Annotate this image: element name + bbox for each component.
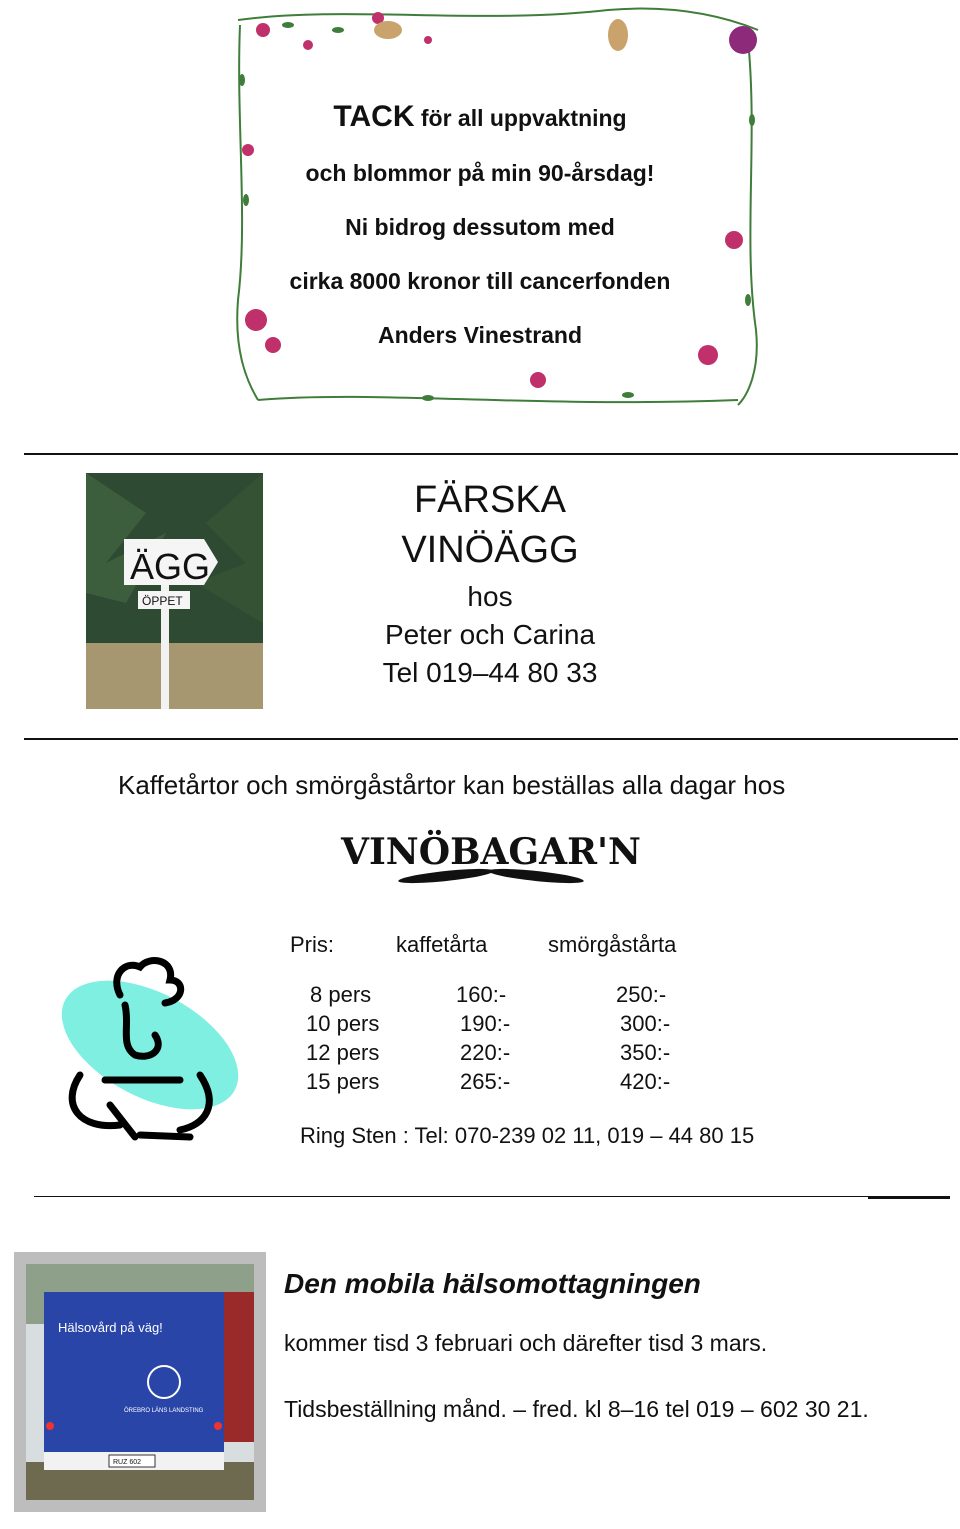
eggs-hos: hos: [467, 581, 513, 612]
price-row-size: 15 pers: [306, 1069, 380, 1094]
price-row-kaffe: 220:-: [460, 1040, 511, 1065]
divider-3: [34, 1196, 950, 1197]
thanks-line-2: och blommor på min 90-årsdag!: [305, 160, 655, 186]
bus-label: Hälsovård på väg!: [58, 1320, 163, 1335]
egg-sign-photo: [86, 473, 263, 709]
chef-icon: [40, 955, 240, 1145]
bus-plate: RUZ 602: [113, 1459, 142, 1466]
bakery-intro: Kaffetårtor och smörgåstårtor kan beställas alla dagar hos: [118, 770, 786, 800]
price-row-size: 8 pers: [310, 982, 372, 1007]
bakery-logo: [336, 826, 646, 896]
thanks-big-word: TACK: [333, 100, 415, 133]
eggs-headline-2: VINÖÄGG: [401, 529, 579, 571]
divider-1: [24, 453, 958, 455]
clinic-title: Den mobila hälsomottagningen: [284, 1268, 701, 1299]
price-row-kaffe: 160:-: [456, 982, 507, 1007]
price-header-kaffe: kaffetårta: [396, 932, 488, 957]
bus-logo-text: ÖREBRO LÄNS LANDSTING: [124, 1408, 204, 1414]
clinic-booking-line: Tidsbeställning månd. – fred. kl 8–16 tel 019 – 602 30 21.: [284, 1396, 869, 1422]
price-row-smorgas: 420:-: [620, 1069, 671, 1094]
thanks-line-3: Ni bidrog dessutom med: [345, 214, 615, 240]
thanks-rest: för all uppvaktning: [414, 105, 627, 131]
thanks-signature: Anders Vinestrand: [377, 322, 583, 348]
clinic-date-line: kommer tisd 3 februari och därefter tisd 3 mars.: [284, 1330, 768, 1356]
thanks-line-4: cirka 8000 kronor till cancerfonden: [289, 268, 671, 294]
price-row-kaffe: 190:-: [460, 1011, 511, 1036]
price-row-size: 12 pers: [306, 1040, 380, 1065]
eggs-sellers: Peter och Carina: [384, 619, 596, 650]
bakery-logo-text: VINÖBAGAR'N: [341, 831, 641, 873]
eggs-headline-1: FÄRSKA: [413, 479, 567, 521]
bakery-contact: Ring Sten : Tel: 070-239 02 11, 019 – 44 80 15: [300, 1123, 755, 1148]
price-header-smorgas: smörgåstårta: [548, 932, 677, 957]
price-header-pris: Pris:: [290, 932, 334, 957]
clinic-bus-photo: [14, 1252, 266, 1512]
thanks-line-1: [200, 100, 760, 134]
price-row-smorgas: 250:-: [616, 982, 667, 1007]
price-row-size: 10 pers: [306, 1011, 380, 1036]
sign-sub-word: ÖPPET: [142, 594, 183, 608]
sign-word: ÄGG: [130, 546, 211, 587]
divider-3-thick: [868, 1197, 950, 1199]
eggs-phone: Tel 019–44 80 33: [382, 657, 598, 688]
divider-2: [24, 738, 958, 740]
price-row-kaffe: 265:-: [460, 1069, 511, 1094]
price-row-smorgas: 300:-: [620, 1011, 671, 1036]
price-row-smorgas: 350:-: [620, 1040, 671, 1065]
